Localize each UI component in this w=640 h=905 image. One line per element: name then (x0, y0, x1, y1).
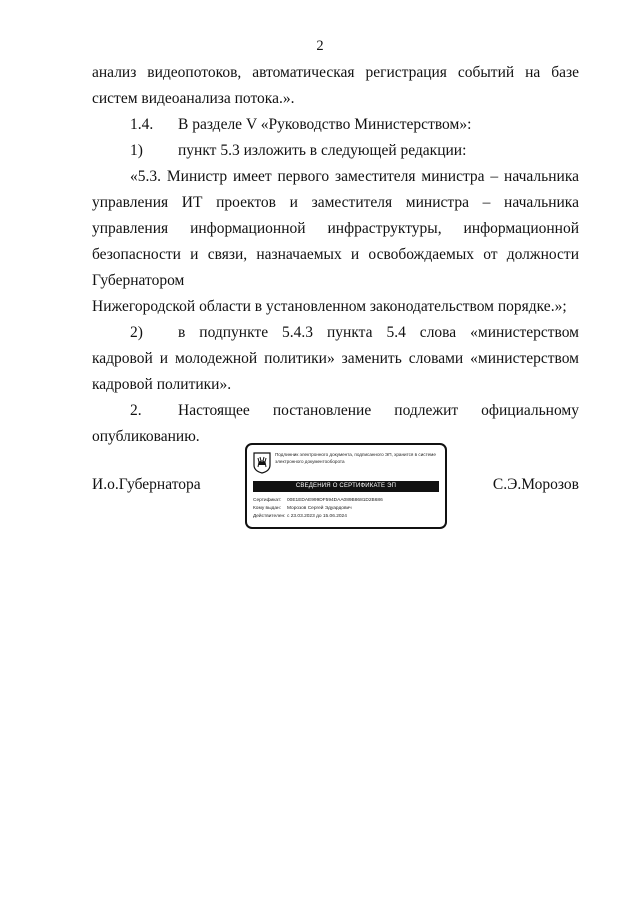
certificate-label: Сертификат: (253, 498, 282, 503)
item-number: 2. (130, 402, 142, 419)
item-number: 1) (130, 142, 143, 159)
paragraph-continuation: анализ видеопотоков, автоматическая регистрация событий на базе систем видеоанализа потока.». (92, 64, 579, 107)
valid-value: с 23.03.2023 до 15.06.2024 (287, 514, 347, 519)
stamp-details (253, 497, 441, 521)
stamp-valid-row (253, 513, 441, 521)
document-body (92, 60, 579, 450)
paragraph-clause-5-3: «5.3. Министр имеет первого заместителя министра – начальника управления ИТ проектов и заместителя министра – начальника управления информационной инфраструктуры, информационной безопасности и связи, назначаемых и освобождаемых от должности Губернатором (92, 168, 579, 289)
item-text: Настоящее постановление подлежит официальному опубликованию. (92, 402, 579, 445)
page-number: 2 (316, 38, 324, 54)
deer-emblem-icon (253, 452, 271, 474)
issued-to-label: Кому выдан: (253, 506, 281, 511)
issued-to-value: Морозов Сергей Эдуардович (287, 506, 352, 511)
signatory-name: С.Э.Морозов (492, 476, 579, 493)
electronic-signature-stamp (245, 443, 447, 529)
stamp-notice-text: Подлинник электронного документа, подписанного ЭП, хранится в системе электронного документооборота (275, 452, 436, 464)
item-text: пункт 5.3 изложить в следующей редакции: (178, 142, 467, 159)
item-number: 2) (130, 324, 143, 341)
paragraph-subitem-2 (92, 320, 579, 398)
paragraph-subitem-1 (92, 138, 579, 164)
item-text: В разделе V «Руководство Министерством»: (178, 116, 472, 133)
stamp-header: СВЕДЕНИЯ О СЕРТИФИКАТЕ ЭП (253, 481, 439, 492)
item-text: в подпункте 5.4.3 пункта 5.4 слова «министерством кадровой и молодежной политики» заменить словами «министерством кадровой политики». (92, 324, 579, 393)
valid-label: Действителен: (253, 514, 286, 519)
paragraph-item-1-4 (92, 112, 579, 138)
certificate-value: 00E1EDAE999DF594DAA089B8681D2B686 (287, 498, 383, 503)
paragraph-clause-5-3-end: Нижегородской области в установленном законодательством порядке.»; (92, 298, 567, 315)
item-number: 1.4. (130, 116, 154, 133)
signatory-position: И.о.Губернатора (92, 476, 201, 493)
stamp-certificate-row (253, 497, 441, 505)
stamp-issued-row (253, 505, 441, 513)
